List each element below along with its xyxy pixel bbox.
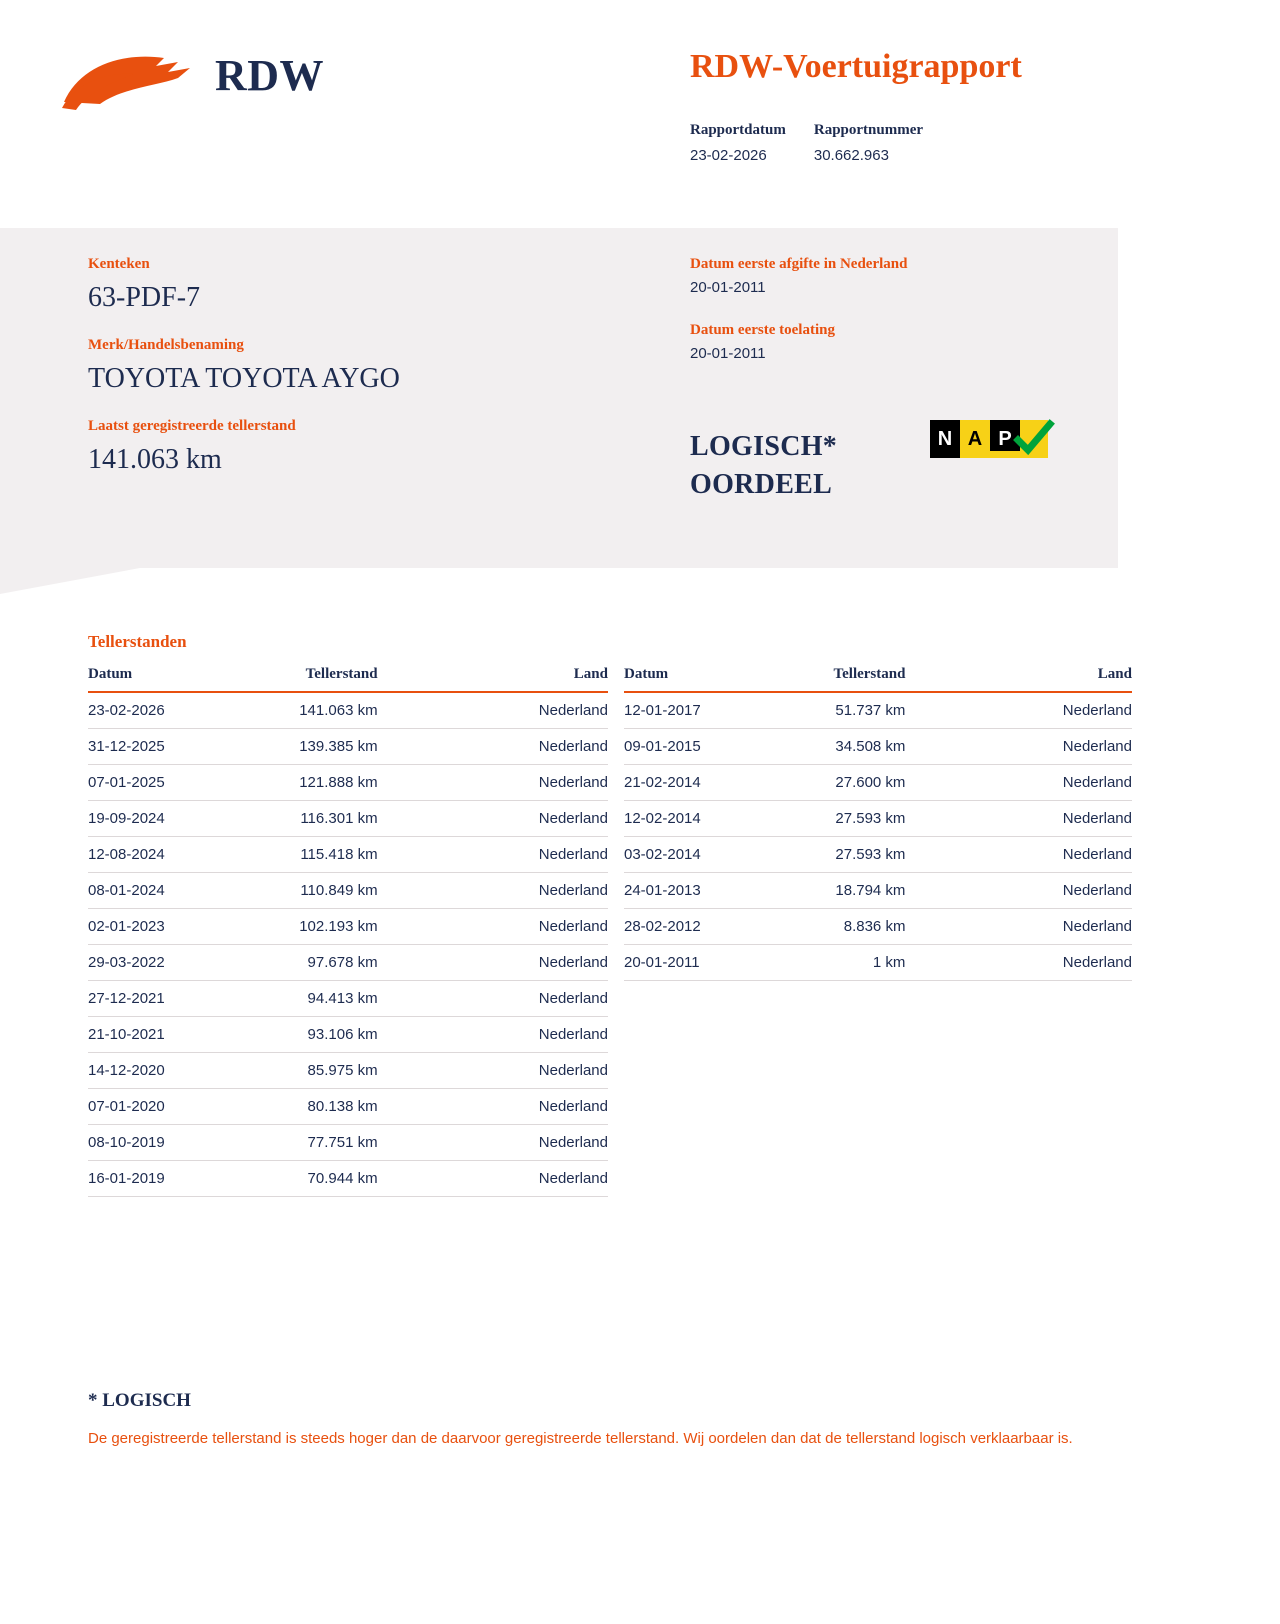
table-row: [88, 1053, 608, 1089]
odometer-table-left: [88, 662, 608, 1197]
table-row: [88, 692, 608, 729]
cell-odometer: 116.301 km: [265, 801, 442, 837]
licence-plate-value: 63-PDF-7: [88, 282, 201, 313]
cell-date: 16-01-2019: [88, 1161, 265, 1197]
cell-date: 07-01-2020: [88, 1089, 265, 1125]
table-row: [88, 1161, 608, 1197]
cell-country: Nederland: [442, 729, 608, 765]
cell-odometer: 121.888 km: [265, 765, 442, 801]
footnote-block: [88, 1390, 1098, 1452]
table-row: [88, 765, 608, 801]
first-admission-label: Datum eerste toelating: [690, 322, 835, 338]
cell-date: 14-12-2020: [88, 1053, 265, 1089]
table-row: [88, 981, 608, 1017]
cell-date: 20-01-2011: [624, 945, 797, 981]
odometer-table-right: [624, 662, 1132, 981]
first-admission-value: 20-01-2011: [690, 345, 766, 362]
report-date-value: 23-02-2026: [690, 147, 767, 164]
table-row: [88, 909, 608, 945]
nap-letter-n: N: [930, 420, 960, 458]
cell-odometer: 18.794 km: [797, 873, 970, 909]
cell-odometer: 27.593 km: [797, 837, 970, 873]
column-header-date: Datum: [624, 662, 797, 692]
cell-country: Nederland: [969, 765, 1132, 801]
cell-country: Nederland: [442, 1161, 608, 1197]
first-issue-label: Datum eerste afgifte in Nederland: [690, 256, 908, 272]
table-header-row: [88, 662, 608, 692]
brand-value: TOYOTA TOYOTA AYGO: [88, 362, 400, 394]
cell-date: 29-03-2022: [88, 945, 265, 981]
cell-odometer: 97.678 km: [265, 945, 442, 981]
rdw-logo: [60, 40, 380, 130]
table-row: [88, 1089, 608, 1125]
cell-date: 31-12-2025: [88, 729, 265, 765]
panel-corner-notch: [0, 568, 140, 594]
cell-odometer: 115.418 km: [265, 837, 442, 873]
table-row: [88, 873, 608, 909]
cell-odometer: 85.975 km: [265, 1053, 442, 1089]
cell-date: 23-02-2026: [88, 692, 265, 729]
page-title: RDW-Voertuigrapport: [690, 48, 1022, 85]
table-row: [88, 945, 608, 981]
cell-date: 12-02-2014: [624, 801, 797, 837]
table-row: [624, 945, 1132, 981]
table-row: [624, 765, 1132, 801]
cell-country: Nederland: [442, 765, 608, 801]
nap-letter-p-text: P: [998, 427, 1012, 450]
column-header-country: Land: [442, 662, 608, 692]
cell-date: 21-10-2021: [88, 1017, 265, 1053]
cell-date: 03-02-2014: [624, 837, 797, 873]
cell-odometer: 51.737 km: [797, 692, 970, 729]
cell-odometer: 141.063 km: [265, 692, 442, 729]
table-row: [88, 801, 608, 837]
table-row: [88, 837, 608, 873]
report-number: [814, 122, 923, 164]
cell-date: 09-01-2015: [624, 729, 797, 765]
cell-date: 08-10-2019: [88, 1125, 265, 1161]
cell-date: 27-12-2021: [88, 981, 265, 1017]
cell-odometer: 77.751 km: [265, 1125, 442, 1161]
cell-country: Nederland: [969, 909, 1132, 945]
cell-date: 19-09-2024: [88, 801, 265, 837]
column-header-odometer: Tellerstand: [265, 662, 442, 692]
verdict-line-2: OORDEEL: [690, 468, 833, 500]
verdict-block: [690, 428, 837, 504]
cell-odometer: 27.600 km: [797, 765, 970, 801]
cell-country: Nederland: [442, 1017, 608, 1053]
table-row: [624, 729, 1132, 765]
first-issue-value: 20-01-2011: [690, 279, 766, 296]
nap-check-icon: [1020, 420, 1048, 458]
cell-country: Nederland: [442, 945, 608, 981]
cell-odometer: 139.385 km: [265, 729, 442, 765]
cell-country: Nederland: [442, 909, 608, 945]
cell-date: 28-02-2012: [624, 909, 797, 945]
cell-country: Nederland: [969, 692, 1132, 729]
footnote-title: * LOGISCH: [88, 1390, 191, 1411]
column-header-country: Land: [969, 662, 1132, 692]
cell-country: Nederland: [969, 873, 1132, 909]
column-header-odometer: Tellerstand: [797, 662, 970, 692]
odometer-section-title: Tellerstanden: [88, 632, 187, 651]
table-row: [88, 729, 608, 765]
nap-letter-a: A: [960, 420, 990, 458]
cell-country: Nederland: [442, 981, 608, 1017]
cell-odometer: 94.413 km: [265, 981, 442, 1017]
cell-odometer: 34.508 km: [797, 729, 970, 765]
cell-date: 12-08-2024: [88, 837, 265, 873]
table-row: [88, 1017, 608, 1053]
table-header-row: [624, 662, 1132, 692]
licence-plate-label: Kenteken: [88, 256, 150, 272]
cell-country: Nederland: [442, 1089, 608, 1125]
table-row: [624, 837, 1132, 873]
column-header-date: Datum: [88, 662, 265, 692]
report-meta: [690, 122, 923, 164]
cell-odometer: 8.836 km: [797, 909, 970, 945]
report-date-label: Rapportdatum: [690, 122, 786, 138]
document-header: [0, 0, 1280, 200]
cell-date: 24-01-2013: [624, 873, 797, 909]
cell-country: Nederland: [442, 837, 608, 873]
report-date: [690, 122, 786, 164]
brand-label: Merk/Handelsbenaming: [88, 336, 244, 353]
last-odometer-value: 141.063 km: [88, 443, 222, 475]
table-row: [624, 909, 1132, 945]
vehicle-identity-block: [88, 256, 648, 498]
cell-odometer: 27.593 km: [797, 801, 970, 837]
cell-country: Nederland: [442, 692, 608, 729]
cell-odometer: 102.193 km: [265, 909, 442, 945]
verdict-line-1: LOGISCH*: [690, 431, 838, 462]
table-row: [624, 692, 1132, 729]
cell-date: 08-01-2024: [88, 873, 265, 909]
cell-date: 07-01-2025: [88, 765, 265, 801]
table-row: [624, 873, 1132, 909]
report-number-value: 30.662.963: [813, 147, 889, 164]
cell-country: Nederland: [442, 873, 608, 909]
cell-country: Nederland: [442, 1053, 608, 1089]
report-number-label: Rapportnummer: [813, 122, 924, 138]
rdw-wordmark: RDW: [215, 51, 325, 100]
cell-country: Nederland: [969, 801, 1132, 837]
cell-country: Nederland: [969, 729, 1132, 765]
rdw-swoosh-icon: [60, 52, 205, 114]
last-odometer-label: Laatst geregistreerde tellerstand: [88, 417, 296, 434]
cell-country: Nederland: [442, 1125, 608, 1161]
table-row: [88, 1125, 608, 1161]
cell-country: Nederland: [969, 837, 1132, 873]
cell-odometer: 93.106 km: [265, 1017, 442, 1053]
nap-logo: [930, 420, 1048, 458]
cell-odometer: 1 km: [797, 945, 970, 981]
cell-date: 21-02-2014: [624, 765, 797, 801]
cell-country: Nederland: [442, 801, 608, 837]
cell-country: Nederland: [969, 945, 1132, 981]
cell-date: 02-01-2023: [88, 909, 265, 945]
cell-odometer: 110.849 km: [265, 873, 442, 909]
footnote-body: De geregistreerde tellerstand is steeds hoger dan de daarvoor geregistreerde tellerstand. Wij oordelen dan dat de tellerstand logisch verklaarbaar is.: [88, 1430, 1073, 1447]
table-row: [624, 801, 1132, 837]
cell-odometer: 70.944 km: [265, 1161, 442, 1197]
cell-date: 12-01-2017: [624, 692, 797, 729]
vehicle-dates-block: [690, 256, 1110, 388]
cell-odometer: 80.138 km: [265, 1089, 442, 1125]
